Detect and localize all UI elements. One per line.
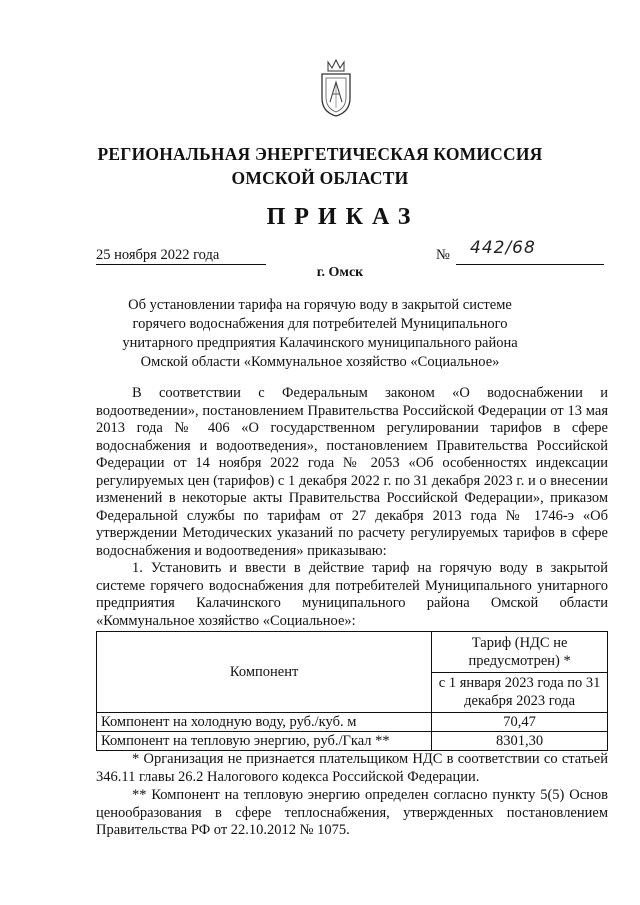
row-component: Компонент на холодную воду, руб./куб. м — [97, 713, 432, 732]
footnote-vat: * Организация не признается плательщиком НДС в соответствии со статьей 346.11 главы 26.2 Налогового кодекса Российской Федерации. — [96, 751, 608, 785]
footnote-heat-energy: ** Компонент на тепловую энергию определен согласно пункту 5(5) Основ ценообразования в сфере теплоснабжения, утвержденных постановлением Правительства РФ от 22.10.2012 № 1075. — [96, 787, 608, 838]
tariff-table — [96, 631, 608, 751]
row-value: 70,47 — [432, 713, 608, 732]
header-period: с 1 января 2023 года по 31 декабря 2023 года — [432, 672, 608, 713]
order-date: 25 ноября 2022 года — [96, 247, 266, 265]
table-header-row — [97, 632, 608, 673]
order-number-label: № — [436, 247, 450, 263]
table-row — [97, 732, 608, 751]
row-component: Компонент на тепловую энергию, руб./Гкал ** — [97, 732, 432, 751]
header-component: Компонент — [97, 632, 432, 713]
preamble-paragraph: В соответствии с Федеральным законом «О водоснабжении и водоотведении», постановлением Правительства Российской Федерации от 13 мая 2013 года № 406 «О государственном регулировании тарифов в сфере водоснабжения и водоотведения», постановлением Правительства Российской Федерации от 14 ноября 2022 года № 2053 «Об особенностях индексации регулируемых цен (тарифов) с 1 декабря 2022 г. по 31 декабря 2023 г. и о внесении изменений в некоторые акты Правительства Российской Федерации», приказом Федеральной службы по тарифам от 27 декабря 2013 года № 1746-э «Об утверждении Методических указаний по расчету регулируемых тарифов в сфере водоснабжения и водоотведения» приказываю: — [96, 385, 608, 559]
order-subject: Об установлении тарифа на горячую воду в закрытой системе горячего водоснабжения для потребителей Муниципального унитарного предприятия Калачинского муниципального района Омской области «Коммунальное хозяйство «Социальное» — [122, 297, 518, 370]
table-row — [97, 713, 608, 732]
clause-1-paragraph: 1. Установить и ввести в действие тариф на горячую воду в закрытой системе горячего водоснабжения для потребителей Муниципального унитарного предприятия Калачинского муниципального района Омской области «Коммунальное хозяйство «Социальное»: — [96, 560, 608, 629]
omsk-oblast-coat-of-arms-icon — [318, 58, 354, 118]
city-name: г. Омск — [316, 265, 364, 280]
document-title: ПРИКАЗ — [266, 204, 420, 230]
organization-name-line2: ОМСКОЙ ОБЛАСТИ — [231, 168, 409, 188]
row-value: 8301,30 — [432, 732, 608, 751]
header-tariff: Тариф (НДС не предусмотрен) * — [432, 632, 608, 673]
organization-name-line1: РЕГИОНАЛЬНАЯ ЭНЕРГЕТИЧЕСКАЯ КОМИССИЯ — [97, 144, 543, 164]
order-number-handwritten: 442/68 — [470, 238, 536, 258]
